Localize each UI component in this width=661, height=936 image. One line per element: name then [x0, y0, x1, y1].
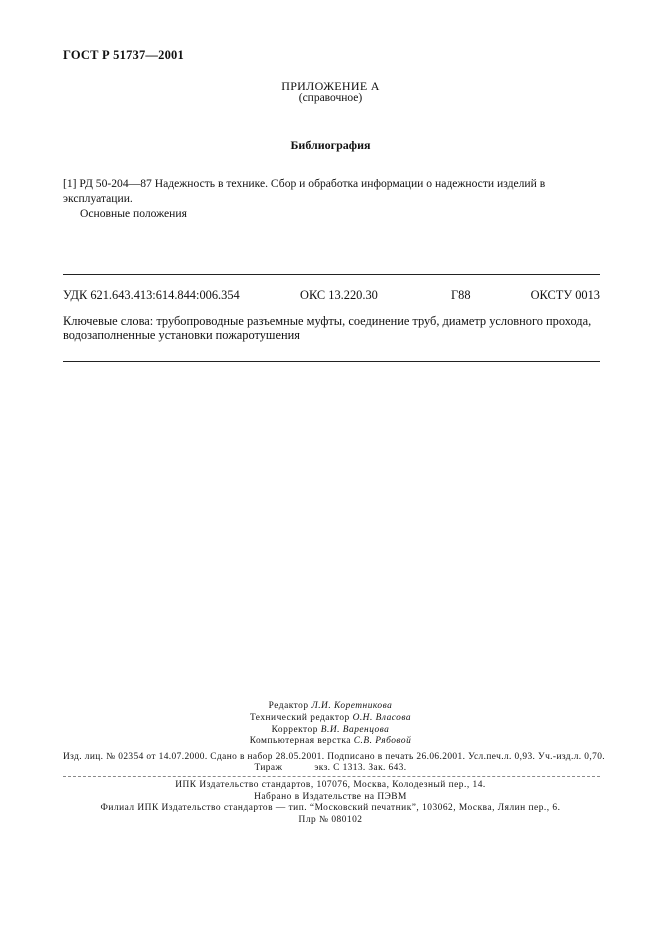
appendix-title: ПРИЛОЖЕНИЕ А	[281, 79, 380, 93]
plr-number: Плр № 080102	[298, 814, 363, 825]
editor-row	[0, 713, 661, 725]
dashed-divider	[63, 776, 600, 777]
editor-role: Редактор	[268, 701, 309, 711]
editor-name: В.И. Варенцова	[320, 724, 390, 735]
editor-row	[0, 736, 661, 748]
udk-code: УДК 621.643.413:614.844:006.354	[63, 288, 240, 302]
print-run	[0, 763, 661, 773]
bibliography-entry	[63, 176, 603, 221]
publisher-address: ИПК Издательство стандартов, 107076, Москва, Колодезный пер., 14.	[175, 780, 486, 790]
standard-code: ГОСТ Р 51737—2001	[63, 48, 184, 62]
editor-role: Корректор	[271, 724, 318, 735]
typeset-note: Набрано в Издательстве на ПЭВМ	[254, 791, 407, 802]
okstu-code: ОКСТУ 0013	[530, 288, 600, 302]
editor-name: О.Н. Власова	[352, 712, 412, 723]
print-run-label: Тираж	[254, 763, 283, 773]
editor-row	[0, 725, 661, 737]
bottom-divider	[63, 361, 600, 362]
appendix-note: (справочное)	[298, 92, 363, 104]
editor-row	[0, 701, 661, 713]
editor-role: Технический редактор	[249, 712, 350, 723]
order-info: экз. С 1313. Зак. 643.	[314, 763, 407, 773]
print-info	[0, 780, 661, 826]
bibliography-entry-line1: [1] РД 50-204—87 Надежность в технике. Сбор и обработка информации о надежности изделий в эксплуатации.	[63, 177, 546, 205]
editors-block	[0, 701, 661, 748]
editor-role: Компьютерная верстка	[249, 736, 351, 747]
bibliography-heading: Библиография	[290, 138, 371, 152]
oks-code: ОКС 13.220.30	[300, 288, 378, 302]
group-code: Г88	[451, 288, 471, 302]
bibliography-entry-line2: Основные положения	[80, 207, 187, 220]
editor-name: Л.И. Коретникова	[311, 701, 393, 711]
editor-name: С.В. Рябовой	[353, 736, 412, 747]
publishing-details: Изд. лиц. № 02354 от 14.07.2000. Сдано в набор 28.05.2001. Подписано в печать 26.06.2001. Усл.печ.л. 0,93. Уч.-изд.л. 0,70.	[63, 752, 606, 762]
branch-address: Филиал ИПК Издательство стандартов — тип. “Московский печатник”, 103062, Москва, Лялин пер., 6.	[100, 803, 561, 814]
top-divider	[63, 274, 600, 275]
keywords: Ключевые слова: трубопроводные разъемные муфты, соединение труб, диаметр условного прохода, водозаполненные установки пожаротушения	[63, 314, 592, 342]
